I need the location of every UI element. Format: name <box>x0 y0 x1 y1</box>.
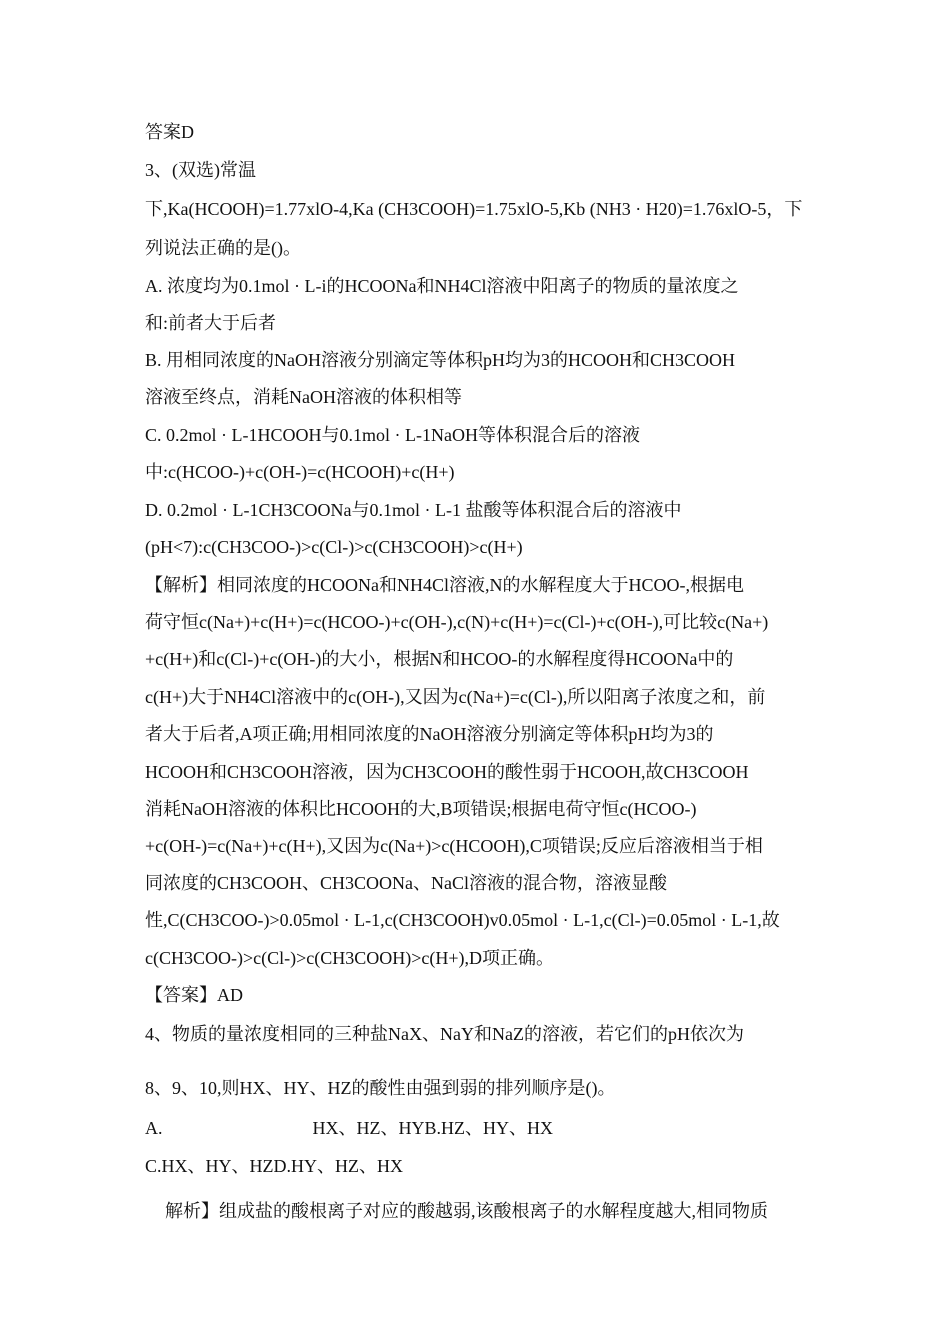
question-3-heading: 3、(双选)常温 <box>145 160 256 180</box>
answer-line-q2: 答案D <box>145 122 194 142</box>
analysis-line-10: 性,C(CH3COO-)>0.05mol · L-1,c(CH3COOH)v0.05mol · L-1,c(Cl-)=0.05mol · L-1,故 <box>145 910 780 930</box>
analysis-line-2: 荷守恒c(Na+)+c(H+)=c(HCOO-)+c(OH-),c(N)+c(H+)=c(Cl-)+c(OH-),可比较c(Na+) <box>145 612 769 632</box>
option-d-line-1: D. 0.2mol · L-1CH3COONa与0.1mol · L-1 盐酸等体积混合后的溶液中 <box>145 500 682 520</box>
option-d-line-2: (pH<7):c(CH3COO-)>c(Cl-)>c(CH3COOH)>c(H+) <box>145 537 523 557</box>
analysis-line-9: 同浓度的CH3COOH、CH3COONa、NaCl溶液的混合物，溶液显酸 <box>145 873 667 893</box>
analysis-line-1: 【解析】相同浓度的HCOONa和NH4Cl溶液,N的水解程度大于HCOO-,根据电 <box>145 575 744 595</box>
option-a-line-2: 和:前者大于后者 <box>145 313 277 333</box>
analysis-line-6: HCOOH和CH3COOH溶液，因为CH3COOH的酸性弱于HCOOH,故CH3COOH <box>145 762 749 782</box>
option-a-row <box>145 1116 553 1140</box>
question-3-stem-line-2: 列说法正确的是()。 <box>145 238 301 258</box>
analysis-line-4: c(H+)大于NH4Cl溶液中的c(OH-),又因为c(Na+)=c(Cl-),所以阳离子浓度之和，前 <box>145 687 766 707</box>
analysis-line-11: c(CH3COO-)>c(Cl-)>c(CH3COOH)>c(H+),D项正确。 <box>145 948 555 968</box>
option-b-line-2: 溶液至终点，消耗NaOH溶液的体积相等 <box>145 387 462 407</box>
option-c-d-row: C.HX、HY、HZD.HY、HZ、HX <box>145 1156 403 1176</box>
question-4-line-2: 8、9、10,则HX、HY、HZ的酸性由强到弱的排列顺序是()。 <box>145 1078 616 1098</box>
option-b-line-1: B. 用相同浓度的NaOH溶液分别滴定等体积pH均为3的HCOOH和CH3COOH <box>145 350 735 370</box>
answer-line-q3: 【答案】AD <box>145 985 243 1005</box>
analysis-line-3: +c(H+)和c(Cl-)+c(OH-)的大小，根据N和HCOO-的水解程度得HCOONa中的 <box>145 649 734 669</box>
question-4-line-1: 4、物质的量浓度相同的三种盐NaX、NaY和NaZ的溶液，若它们的pH依次为 <box>145 1024 744 1044</box>
question-3-stem-line-1: 下,Ka(HCOOH)=1.77xlO-4,Ka (CH3COOH)=1.75xlO-5,Kb (NH3 · H20)=1.76xlO-5，下 <box>145 199 803 219</box>
question-4-analysis-line-1: 解析】组成盐的酸根离子对应的酸越弱,该酸根离子的水解程度越大,相同物质 <box>165 1201 768 1221</box>
option-a-b-text: HX、HZ、HYB.HZ、HY、HX <box>312 1118 553 1138</box>
analysis-line-5: 者大于后者,A项正确;用相同浓度的NaOH溶液分别滴定等体积pH均为3的 <box>145 724 714 744</box>
option-c-line-1: C. 0.2mol · L-1HCOOH与0.1mol · L-1NaOH等体积混合后的溶液 <box>145 425 640 445</box>
analysis-line-8: +c(OH-)=c(Na+)+c(H+),又因为c(Na+)>c(HCOOH),C项错误;反应后溶液相当于相 <box>145 836 763 856</box>
option-c-line-2: 中:c(HCOO-)+c(OH-)=c(HCOOH)+c(H+) <box>145 462 455 482</box>
option-a-line-1: A. 浓度均为0.1mol · L-i的HCOONa和NH4Cl溶液中阳离子的物质的量浓度之 <box>145 276 739 296</box>
analysis-line-7: 消耗NaOH溶液的体积比HCOOH的大,B项错误;根据电荷守恒c(HCOO-) <box>145 799 697 819</box>
option-a-label: A. <box>145 1118 163 1138</box>
